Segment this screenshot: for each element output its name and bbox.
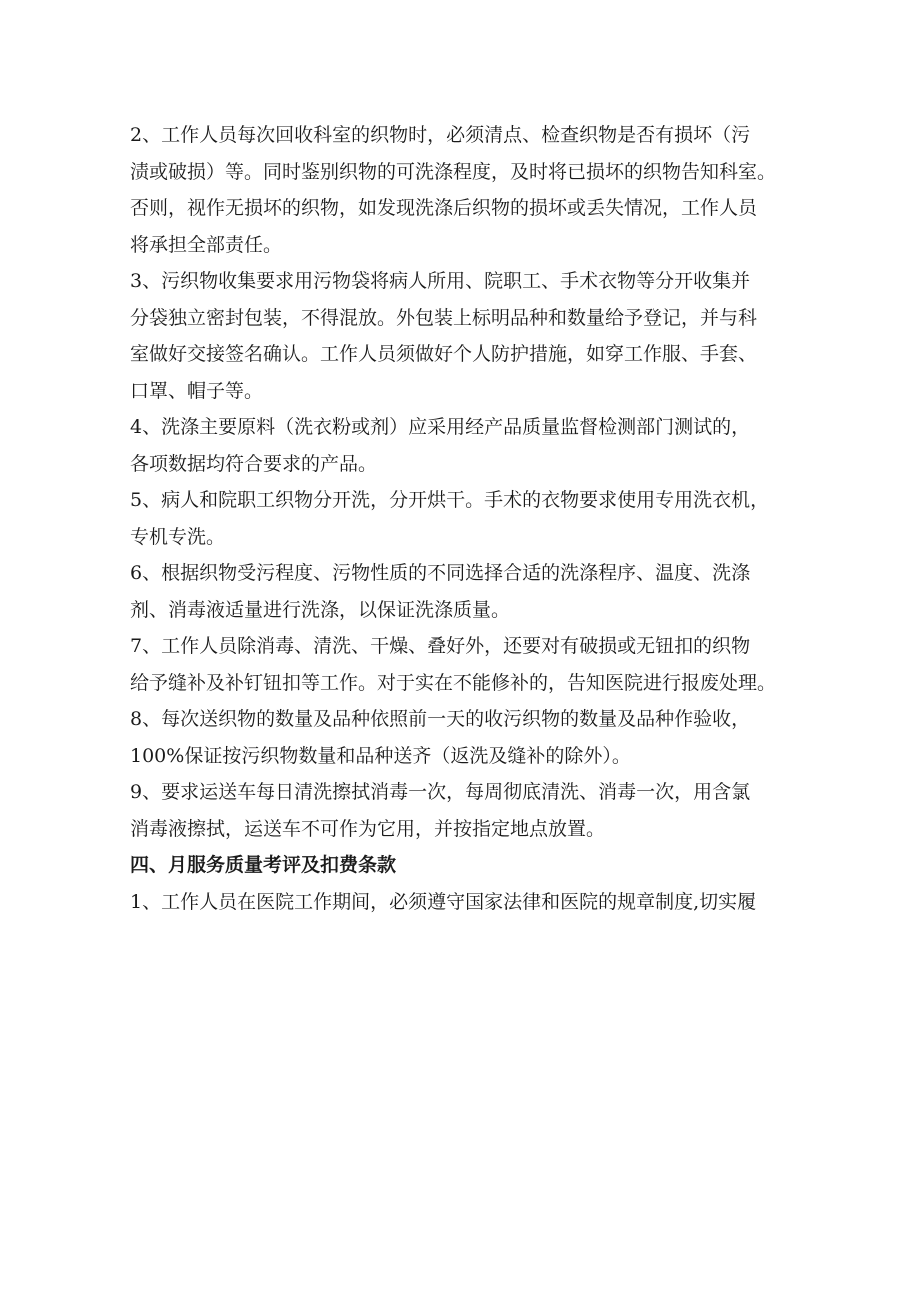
document-body [130, 117, 810, 920]
text-line: 分袋独立密封包装，不得混放。外包装上标明品种和数量给予登记，并与科 [130, 306, 758, 329]
text-line: 5、病人和院职工织物分开洗，分开烘干。手术的衣物要求使用专用洗衣机， [130, 489, 770, 511]
text-line: 3、污织物收集要求用污物袋将病人所用、院职工、手术衣物等分开收集并 [130, 270, 751, 292]
text-line: 100%保证按污织物数量和品种送齐（返洗及缝补的除外）。 [130, 744, 631, 767]
text-line: 口罩、帽子等。 [130, 379, 264, 402]
text-line: 剂、消毒液适量进行洗涤，以保证洗涤质量。 [130, 598, 511, 621]
section-heading: 四、月服务质量考评及扣费条款 [130, 854, 397, 876]
text-line: 各项数据均符合要求的产品。 [130, 452, 378, 475]
text-line: 7、工作人员除消毒、清洗、干燥、叠好外，还要对有破损或无钮扣的织物 [130, 635, 751, 657]
text-line: 室做好交接签名确认。工作人员须做好个人防护措施，如穿工作服、手套、 [130, 343, 758, 365]
text-line: 6、根据织物受污程度、污物性质的不同选择合适的洗涤程序、温度、洗涤 [130, 562, 751, 584]
text-line: 将承担全部责任。 [130, 233, 283, 256]
text-line: 否则，视作无损坏的织物，如发现洗涤后织物的损坏或丢失情况，工作人员 [130, 197, 758, 219]
text-line: 专机专洗。 [130, 525, 226, 548]
text-line: 1、工作人员在医院工作期间，必须遵守国家法律和医院的规章制度,切实履 [130, 890, 757, 913]
text-line: 给予缝补及补钉钮扣等工作。对于实在不能修补的，告知医院进行报废处理。 [130, 671, 777, 694]
text-line: 渍或破损）等。同时鉴别织物的可洗涤程度，及时将已损坏的织物告知科室。 [130, 160, 777, 183]
text-line: 9、要求运送车每日清洗擦拭消毒一次，每周彻底清洗、消毒一次，用含氯 [130, 781, 751, 803]
text-line: 4、洗涤主要原料（洗衣粉或剂）应采用经产品质量监督检测部门测试的， [130, 416, 751, 438]
text-line: 8、每次送织物的数量及品种依照前一天的收污织物的数量及品种作验收， [130, 708, 751, 730]
text-line: 消毒液擦拭，运送车不可作为它用，并按指定地点放置。 [130, 817, 606, 840]
text-line: 2、工作人员每次回收科室的织物时，必须清点、检查织物是否有损坏（污 [130, 124, 751, 146]
